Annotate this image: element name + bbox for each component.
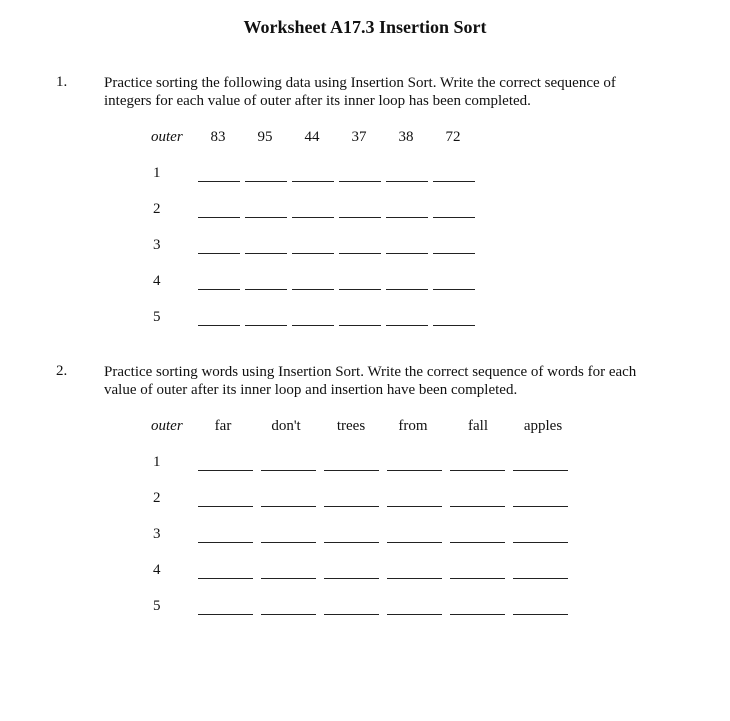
answer-blank[interactable]	[387, 578, 442, 579]
answer-blank[interactable]	[339, 217, 381, 218]
answer-blank[interactable]	[450, 614, 505, 615]
answer-blank[interactable]	[198, 181, 240, 182]
answer-blank[interactable]	[245, 181, 287, 182]
question-1-value: 83	[210, 129, 226, 145]
question-1-outer-label: outer	[151, 129, 183, 145]
question-1-row-number: 3	[153, 237, 161, 253]
answer-blank[interactable]	[386, 289, 428, 290]
question-2-text-line-1: Practice sorting words using Insertion Sort. Write the correct sequence of words for each	[104, 364, 637, 380]
answer-blank[interactable]	[513, 542, 568, 543]
answer-blank[interactable]	[387, 614, 442, 615]
answer-blank[interactable]	[261, 578, 316, 579]
worksheet-title: Worksheet A17.3 Insertion Sort	[243, 17, 487, 37]
answer-blank[interactable]	[387, 470, 442, 471]
answer-blank[interactable]	[261, 470, 316, 471]
answer-blank[interactable]	[433, 289, 475, 290]
answer-blank[interactable]	[324, 542, 379, 543]
answer-blank[interactable]	[450, 506, 505, 507]
answer-blank[interactable]	[386, 181, 428, 182]
answer-blank[interactable]	[198, 506, 253, 507]
question-2-row-number: 5	[153, 598, 161, 614]
answer-blank[interactable]	[292, 217, 334, 218]
question-1-value: 72	[445, 129, 461, 145]
answer-blank[interactable]	[450, 542, 505, 543]
answer-blank[interactable]	[292, 253, 334, 254]
answer-blank[interactable]	[292, 181, 334, 182]
question-2-value: apples	[523, 418, 563, 434]
question-1-text-line-1: Practice sorting the following data using Insertion Sort. Write the correct sequence of	[104, 75, 616, 91]
question-2-row-number: 3	[153, 526, 161, 542]
question-2-value: trees	[336, 418, 366, 434]
answer-blank[interactable]	[261, 542, 316, 543]
question-2-number: 2.	[56, 363, 68, 379]
question-2-row-number: 1	[153, 454, 161, 470]
answer-blank[interactable]	[292, 289, 334, 290]
answer-blank[interactable]	[433, 253, 475, 254]
question-2-text-line-2: value of outer after its inner loop and insertion have been completed.	[104, 382, 518, 398]
question-1-value: 95	[257, 129, 273, 145]
answer-blank[interactable]	[386, 217, 428, 218]
answer-blank[interactable]	[339, 325, 381, 326]
answer-blank[interactable]	[245, 217, 287, 218]
question-1-text-line-2: integers for each value of outer after its inner loop has been completed.	[104, 93, 531, 109]
answer-blank[interactable]	[513, 470, 568, 471]
answer-blank[interactable]	[198, 289, 240, 290]
question-1-value: 38	[398, 129, 414, 145]
question-2-row-number: 2	[153, 490, 161, 506]
answer-blank[interactable]	[433, 217, 475, 218]
answer-blank[interactable]	[513, 506, 568, 507]
question-1-row-number: 5	[153, 309, 161, 325]
answer-blank[interactable]	[245, 289, 287, 290]
question-1-row-number: 4	[153, 273, 161, 289]
answer-blank[interactable]	[339, 253, 381, 254]
question-1-value: 37	[351, 129, 367, 145]
answer-blank[interactable]	[324, 578, 379, 579]
answer-blank[interactable]	[198, 542, 253, 543]
answer-blank[interactable]	[513, 578, 568, 579]
answer-blank[interactable]	[198, 578, 253, 579]
question-2-row-number: 4	[153, 562, 161, 578]
question-2-outer-label: outer	[151, 418, 183, 434]
answer-blank[interactable]	[386, 253, 428, 254]
question-1-value: 44	[304, 129, 320, 145]
question-1-row-number: 1	[153, 165, 161, 181]
answer-blank[interactable]	[339, 181, 381, 182]
question-2-value: from	[398, 418, 428, 434]
answer-blank[interactable]	[198, 325, 240, 326]
answer-blank[interactable]	[324, 506, 379, 507]
answer-blank[interactable]	[387, 542, 442, 543]
answer-blank[interactable]	[198, 253, 240, 254]
answer-blank[interactable]	[387, 506, 442, 507]
answer-blank[interactable]	[324, 470, 379, 471]
answer-blank[interactable]	[245, 253, 287, 254]
answer-blank[interactable]	[450, 578, 505, 579]
answer-blank[interactable]	[198, 470, 253, 471]
answer-blank[interactable]	[261, 614, 316, 615]
question-1-number: 1.	[56, 74, 68, 90]
question-2-value: far	[214, 418, 232, 434]
answer-blank[interactable]	[245, 325, 287, 326]
answer-blank[interactable]	[433, 325, 475, 326]
answer-blank[interactable]	[450, 470, 505, 471]
answer-blank[interactable]	[198, 217, 240, 218]
question-2-value: fall	[468, 418, 488, 434]
answer-blank[interactable]	[292, 325, 334, 326]
answer-blank[interactable]	[513, 614, 568, 615]
answer-blank[interactable]	[324, 614, 379, 615]
answer-blank[interactable]	[198, 614, 253, 615]
answer-blank[interactable]	[433, 181, 475, 182]
answer-blank[interactable]	[386, 325, 428, 326]
answer-blank[interactable]	[339, 289, 381, 290]
question-1-row-number: 2	[153, 201, 161, 217]
question-2-value: don't	[271, 418, 301, 434]
answer-blank[interactable]	[261, 506, 316, 507]
